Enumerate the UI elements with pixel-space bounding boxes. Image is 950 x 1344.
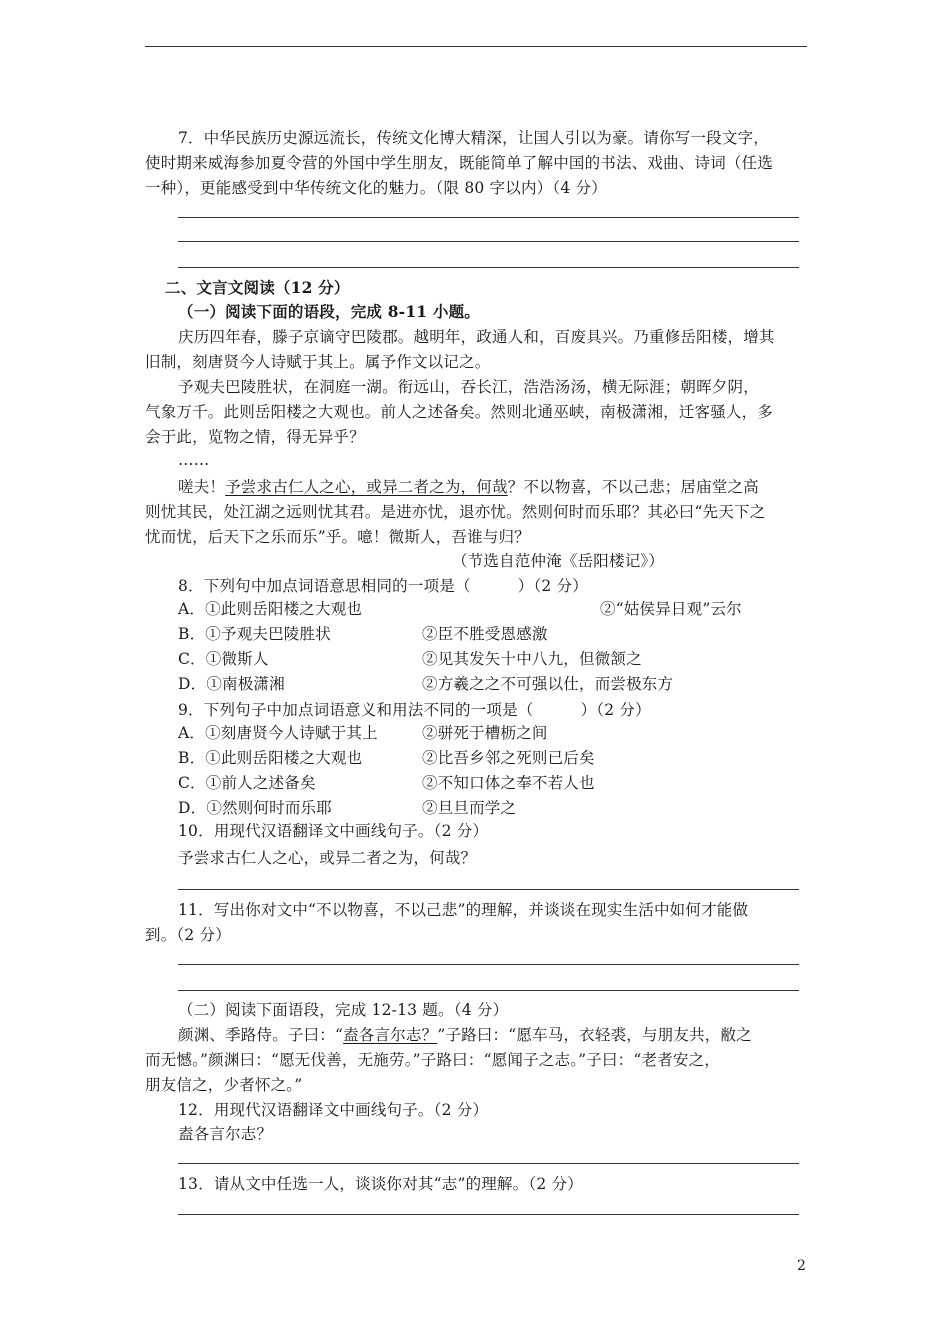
q7-line-1: 7．中华民族历史源远流长，传统文化博大精深，让国人引以为豪。请你写一段文字， [178,129,769,147]
q9-option-d [178,798,517,818]
q9-option-b [178,748,595,768]
passage1-p3-rest: ？不以物喜，不以己悲；居庙堂之高 [507,478,759,496]
part2-line-1 [178,1025,752,1045]
q9-option-b-1: B．①此则岳阳楼之大观也 [178,749,363,767]
passage1-p3-line-3: 忧而忧，后天下之乐而乐”乎。噫！微斯人，吾谁与归？ [145,528,530,546]
q11-answer-line-2[interactable] [178,990,799,991]
q8-option-c-1: C．①微斯人 [178,650,269,668]
q11-answer-line-1[interactable] [178,964,799,965]
q9-option-c [178,773,595,793]
q9-option-b-2: ②比吾乡邻之死则已后矣 [422,749,595,767]
q13-answer-line[interactable] [178,1214,799,1215]
part2-line-3: 朋友信之，少者怀之。” [145,1076,303,1094]
q12-answer-line[interactable] [178,1163,799,1164]
q9-stem: 9．下列句子中加点词语意义和用法不同的一项是（ ）（2 分） [178,701,651,719]
q10-sentence: 予尝求古仁人之心，或异二者之为，何哉？ [178,849,477,867]
q7-line-3: 一种），更能感受到中华传统文化的魅力。（限 80 字以内）（4 分） [145,179,607,197]
underlined-sentence-1: 予尝求古仁人之心，或异二者之为，何哉 [225,478,508,496]
passage1-source: （节选自范仲淹《岳阳楼记》） [452,552,665,570]
page-number: 2 [797,1258,806,1274]
q9-option-a [178,723,548,743]
q8-option-b-1: B．①予观夫巴陵胜状 [178,625,331,643]
part2-line-2: 而无憾。”颜渊曰：“愿无伐善，无施劳。”子路曰：“愿闻子之志。”子曰：“老者安之， [145,1051,720,1069]
q7-answer-line-2[interactable] [178,241,799,242]
passage1-p3-line-2: 则忧其民，处江湖之远则忧其君。是进亦忧，退亦忧。然则何时而乐耶？其必曰“先天下之 [145,503,766,521]
q8-option-b-2: ②臣不胜受恩感激 [422,625,548,643]
q11-line-2: 到。（2 分） [145,926,231,944]
passage1-p3-line-1 [178,477,759,497]
q7-line-2: 使时期来威海参加夏令营的外国中学生朋友，既能简单了解中国的书法、戏曲、诗词（任选 [145,154,774,172]
q7-answer-line-1[interactable] [178,217,799,218]
passage1-p2-line-1: 予观夫巴陵胜状，在洞庭一湖。衔远山，吞长江，浩浩汤汤，横无际涯；朝晖夕阴， [178,378,759,396]
q9-option-c-2: ②不知口体之奉不若人也 [422,774,595,792]
passage1-p1-line-1: 庆历四年春，滕子京谪守巴陵郡。越明年，政通人和，百废具兴。乃重修岳阳楼，增其 [178,328,775,346]
q8-stem: 8．下列句中加点词语意思相同的一项是（ ）（2 分） [178,577,589,595]
passage1-ellipsis: …… [178,451,210,469]
q13-stem: 13．请从文中任选一人，谈谈你对其“志”的理解。（2 分） [178,1175,583,1193]
q9-option-d-1: D．①然则何时而乐耶 [178,799,332,817]
q8-option-b [178,624,548,644]
q8-option-a-1: A．①此则岳阳楼之大观也 [178,600,363,618]
section2-title: 二、文言文阅读（12 分） [165,278,350,297]
passage1-p2-line-2: 气象万千。此则岳阳楼之大观也。前人之述备矣。然则北通巫峡，南极潇湘，迁客骚人，多 [145,403,774,421]
passage1-p3-start: 嗟夫！ [178,478,226,496]
part2-line-1-start: 颜渊、季路侍。子曰：“ [178,1026,344,1044]
q8-option-c-2: ②见其发矢十中八九，但微颔之 [422,650,642,668]
passage1-p1-line-2: 旧制，刻唐贤今人诗赋于其上。属予作文以记之。 [145,353,491,371]
q8-option-c [178,649,642,669]
q9-option-a-1: A．①刻唐贤今人诗赋于其上 [178,724,378,742]
q11-line-1: 11．写出你对文中“不以物喜，不以己悲”的理解，并谈谈在现实生活中如何才能做 [178,901,749,919]
part2-subtitle: （二）阅读下面语段，完成 12-13 题。（4 分） [178,1001,509,1019]
q9-option-a-2: ②骈死于槽枥之间 [422,724,548,742]
header-rule [145,46,807,47]
q8-option-a-2: ②“姑侯异日观”云尔 [600,600,742,618]
section2-sub1: （一）阅读下面的语段，完成 8-11 小题。 [178,302,480,321]
q9-option-c-1: C．①前人之述备矣 [178,774,316,792]
q10-stem: 10．用现代汉语翻译文中画线句子。（2 分） [178,822,489,840]
q8-option-d [178,674,674,694]
underlined-sentence-2: 盍各言尔志？ [343,1026,438,1044]
passage1-p2-line-3: 会于此，览物之情，得无异乎？ [145,428,365,446]
q8-option-d-1: D．①南极潇湘 [178,675,285,693]
q12-sentence: 盍各言尔志？ [178,1125,273,1143]
q10-answer-line[interactable] [178,889,799,890]
q7-answer-line-3[interactable] [178,267,799,268]
q12-stem: 12．用现代汉语翻译文中画线句子。（2 分） [178,1101,489,1119]
part2-line-1-rest: ”子路曰：“愿车马，衣轻裘，与朋友共，敝之 [437,1026,752,1044]
q8-option-a [178,599,742,619]
q8-option-d-2: ②方羲之之不可强以仕，而尝极东方 [422,675,674,693]
q9-option-d-2: ②旦旦而学之 [422,799,517,817]
